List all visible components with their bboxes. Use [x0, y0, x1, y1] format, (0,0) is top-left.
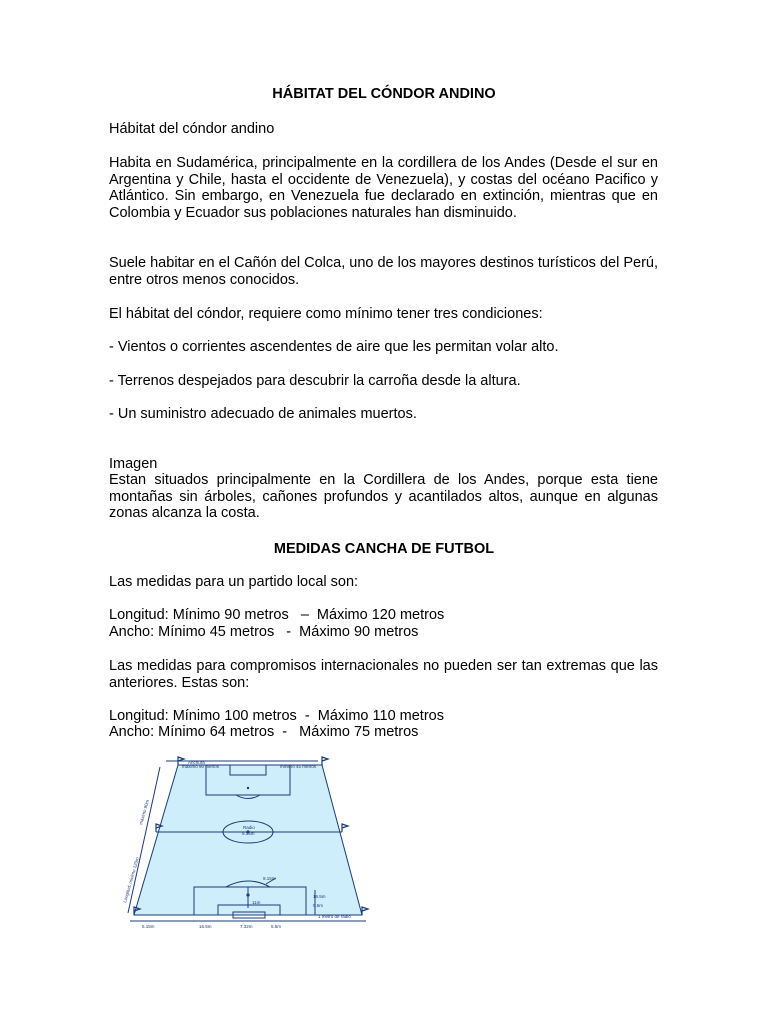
label-min-length: Longitud: mínimo 120m — [122, 856, 140, 904]
local-paragraph: Las medidas para un partido local son: — [109, 574, 359, 590]
label-min-width: mínimo 45 metros — [280, 764, 317, 769]
top-penalty-spot — [247, 787, 249, 789]
suministro-item: - Un suministro adecuado de animales muertos. — [109, 406, 417, 422]
estan-paragraph: Estan situados principalmente en la Cordillera de los Andes, porque esta tiene montañas sin árboles, cañones profundos y acantilados altos, aunque en algunas zonas alcanza la costa. — [109, 472, 658, 521]
internacional-paragraph: Las medidas para compromisos internacionales no pueden ser tan extremas que las anteriores. Estas son: — [109, 658, 658, 691]
label-dim-1: 5.15m — [142, 924, 155, 929]
terrenos-item: - Terrenos despejados para descubrir la carroña desde la altura. — [109, 373, 521, 389]
label-radio: Radio — [243, 825, 255, 830]
corner-flag-top-right — [322, 757, 328, 765]
label-max-width: máximo 90 metros — [182, 764, 220, 769]
colca-paragraph: Suele habitar en el Cañón del Colca, uno de los mayores destinos turísticos del Perú, entre otros menos conocidos. — [109, 255, 658, 288]
halfway-flag-right — [342, 824, 348, 832]
label-anchura: Anchura — [188, 760, 205, 765]
vientos-item: - Vientos o corrientes ascendentes de aire que les permitan volar alto. — [109, 339, 559, 355]
label-penalty-area-depth: 16.5m — [313, 894, 326, 899]
bottom-penalty-spot — [246, 893, 249, 896]
local-length: Longitud: Mínimo 90 metros – Máximo 120 metros — [109, 607, 445, 623]
label-radio-value: 9.15m — [242, 831, 255, 836]
corner-flag-bottom-right — [362, 907, 368, 915]
label-max-length: máximo 90m — [138, 799, 151, 826]
label-goal-area-depth: 5.5m — [313, 903, 324, 908]
title-habitat: HÁBITAT DEL CÓNDOR ANDINO — [272, 86, 496, 102]
local-width: Ancho: Mínimo 45 metros - Máximo 90 metros — [109, 624, 419, 640]
label-dim-4: 5.5m — [271, 924, 282, 929]
label-arc-radius: 9.15m — [263, 876, 276, 881]
subtitle-paragraph: Hábitat del cóndor andino — [109, 121, 275, 137]
title-cancha: MEDIDAS CANCHA DE FUTBOL — [273, 541, 495, 557]
condiciones-paragraph: El hábitat del cóndor, requiere como mínimo tener tres condiciones: — [109, 306, 543, 322]
soccer-field-diagram — [112, 755, 382, 935]
label-dim-2: 16.5m — [199, 924, 212, 929]
imagen-label: Imagen — [109, 456, 158, 472]
habita-paragraph: Habita en Sudamérica, principalmente en la cordillera de los Andes (Desde el sur en Argentina y Chile, hasta el occidente de Venezuela), y costas del océano Pacifico y Atlántico. Sin embargo, en Venezuela fue declarado en extinción, mientras que en Colombia y Ecuador sus poblaciones naturales han disminuido. — [109, 155, 658, 221]
international-width: Ancho: Mínimo 64 metros - Máximo 75 metros — [109, 724, 419, 740]
soccer-field-svg — [112, 755, 382, 935]
label-corner-arc: 1 metro de radio — [318, 914, 351, 919]
label-penalty-distance: 11m — [252, 900, 261, 905]
international-length: Longitud: Mínimo 100 metros - Máximo 110 metros — [109, 708, 444, 724]
label-dim-3: 7.32m — [240, 924, 253, 929]
